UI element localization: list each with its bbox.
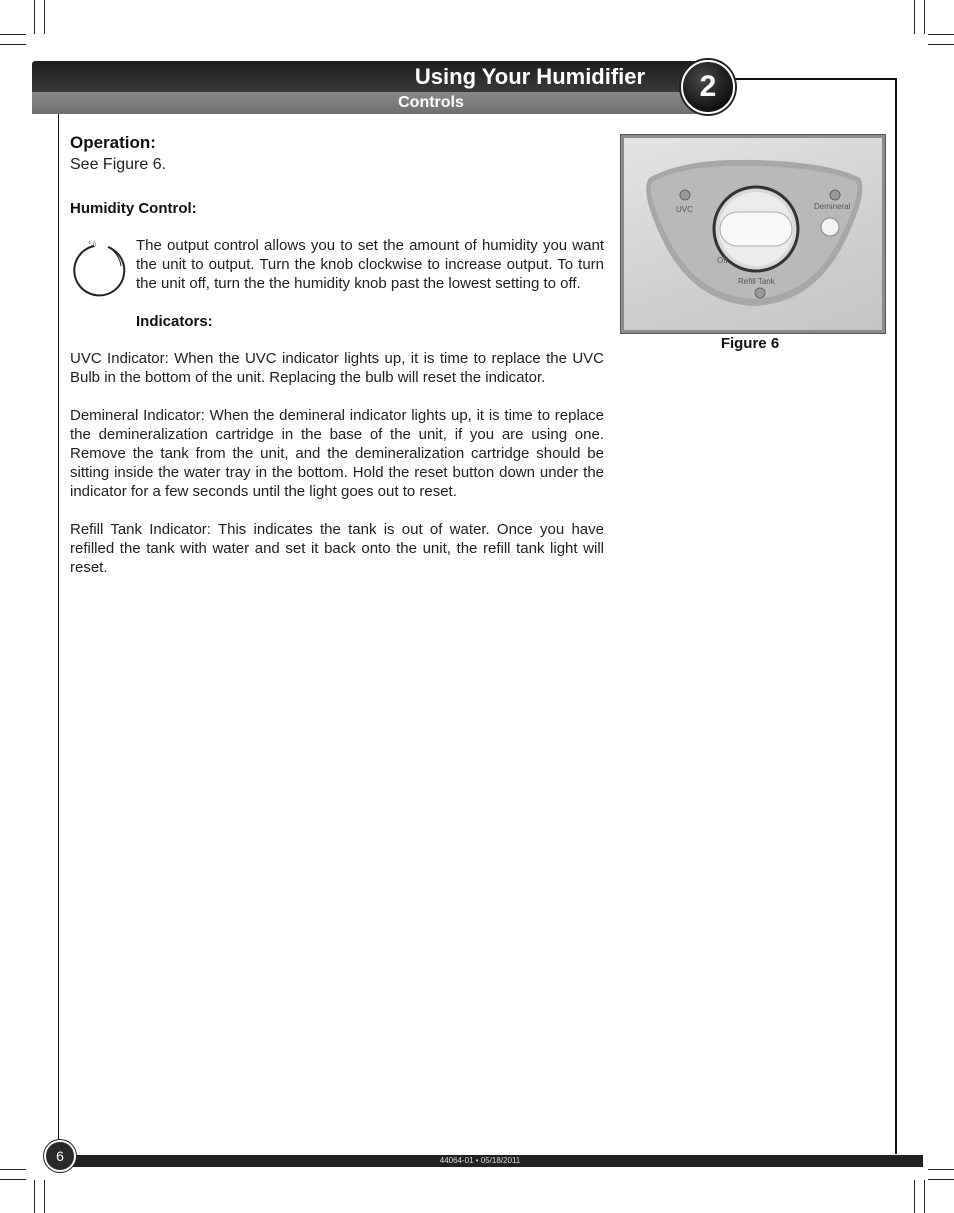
crop-mark (0, 1179, 26, 1180)
crop-mark (0, 34, 26, 35)
crop-mark (924, 0, 925, 34)
knob-icon (68, 236, 128, 298)
demineral-label: Demineral (814, 202, 851, 211)
chapter-badge: 2 (681, 60, 735, 114)
uvc-indicator-text: UVC Indicator: When the UVC indicator lights up, it is time to replace the UVC Bulb in the bottom of the unit. Replacing the bulb will reset the indicator. (70, 350, 604, 386)
off-label: Off (717, 256, 728, 265)
operation-text: See Figure 6. (70, 156, 167, 173)
indicators-heading: Indicators: (136, 313, 213, 330)
uvc-label: UVC (676, 205, 693, 214)
page-title: Using Your Humidifier (414, 64, 646, 89)
crop-mark (914, 0, 915, 34)
crop-mark (0, 44, 26, 45)
crop-mark (44, 1180, 45, 1213)
crop-mark (0, 1169, 26, 1170)
page-number: 6 (44, 1140, 76, 1172)
figure-6-image (620, 134, 886, 334)
crop-mark (44, 0, 45, 34)
svg-text:◊: ◊ (93, 241, 96, 248)
humidity-control-text: The output control allows you to set the amount of humidity you want the unit to output. Turn the knob clockwise to increase output. To turn the unit off, turn the the humidity knob past the lowest setting to off. (136, 237, 604, 292)
footer-end-block (916, 1155, 923, 1167)
crop-mark (914, 1180, 915, 1213)
frame-line-right (895, 78, 897, 1154)
crop-mark (924, 1180, 925, 1213)
refill-tank-label: Refill Tank (738, 277, 775, 286)
crop-mark (34, 1180, 35, 1213)
figure-caption: Figure 6 (720, 335, 780, 352)
frame-line-left (58, 114, 59, 1144)
refill-tank-indicator-text: Refill Tank Indicator: This indicates the tank is out of water. Once you have refilled the tank with water and set it back onto the unit, the refill tank light will reset. (70, 521, 604, 576)
document-code: 44064-01 • 05/18/2011 (439, 1156, 521, 1165)
crop-mark (928, 44, 954, 45)
frame-line-top (731, 78, 897, 80)
control-panel-photo (624, 138, 882, 330)
crop-mark (928, 1169, 954, 1170)
crop-mark (928, 34, 954, 35)
crop-mark (928, 1179, 954, 1180)
crop-mark (34, 0, 35, 34)
operation-heading: Operation: (70, 133, 156, 152)
section-title: Controls (398, 94, 464, 111)
svg-text:°: ° (88, 241, 91, 248)
humidity-control-heading: Humidity Control: (70, 200, 197, 217)
demineral-indicator-text: Demineral Indicator: When the demineral indicator lights up, it is time to replace the demineralization cartridge in the base of the unit, if you are using one. Remove the tank from the unit, and the demineralization cartridge should be sitting inside the water tray in the bottom. Hold the reset button down under the indicator for a few seconds until the light goes out to reset. (70, 407, 604, 500)
